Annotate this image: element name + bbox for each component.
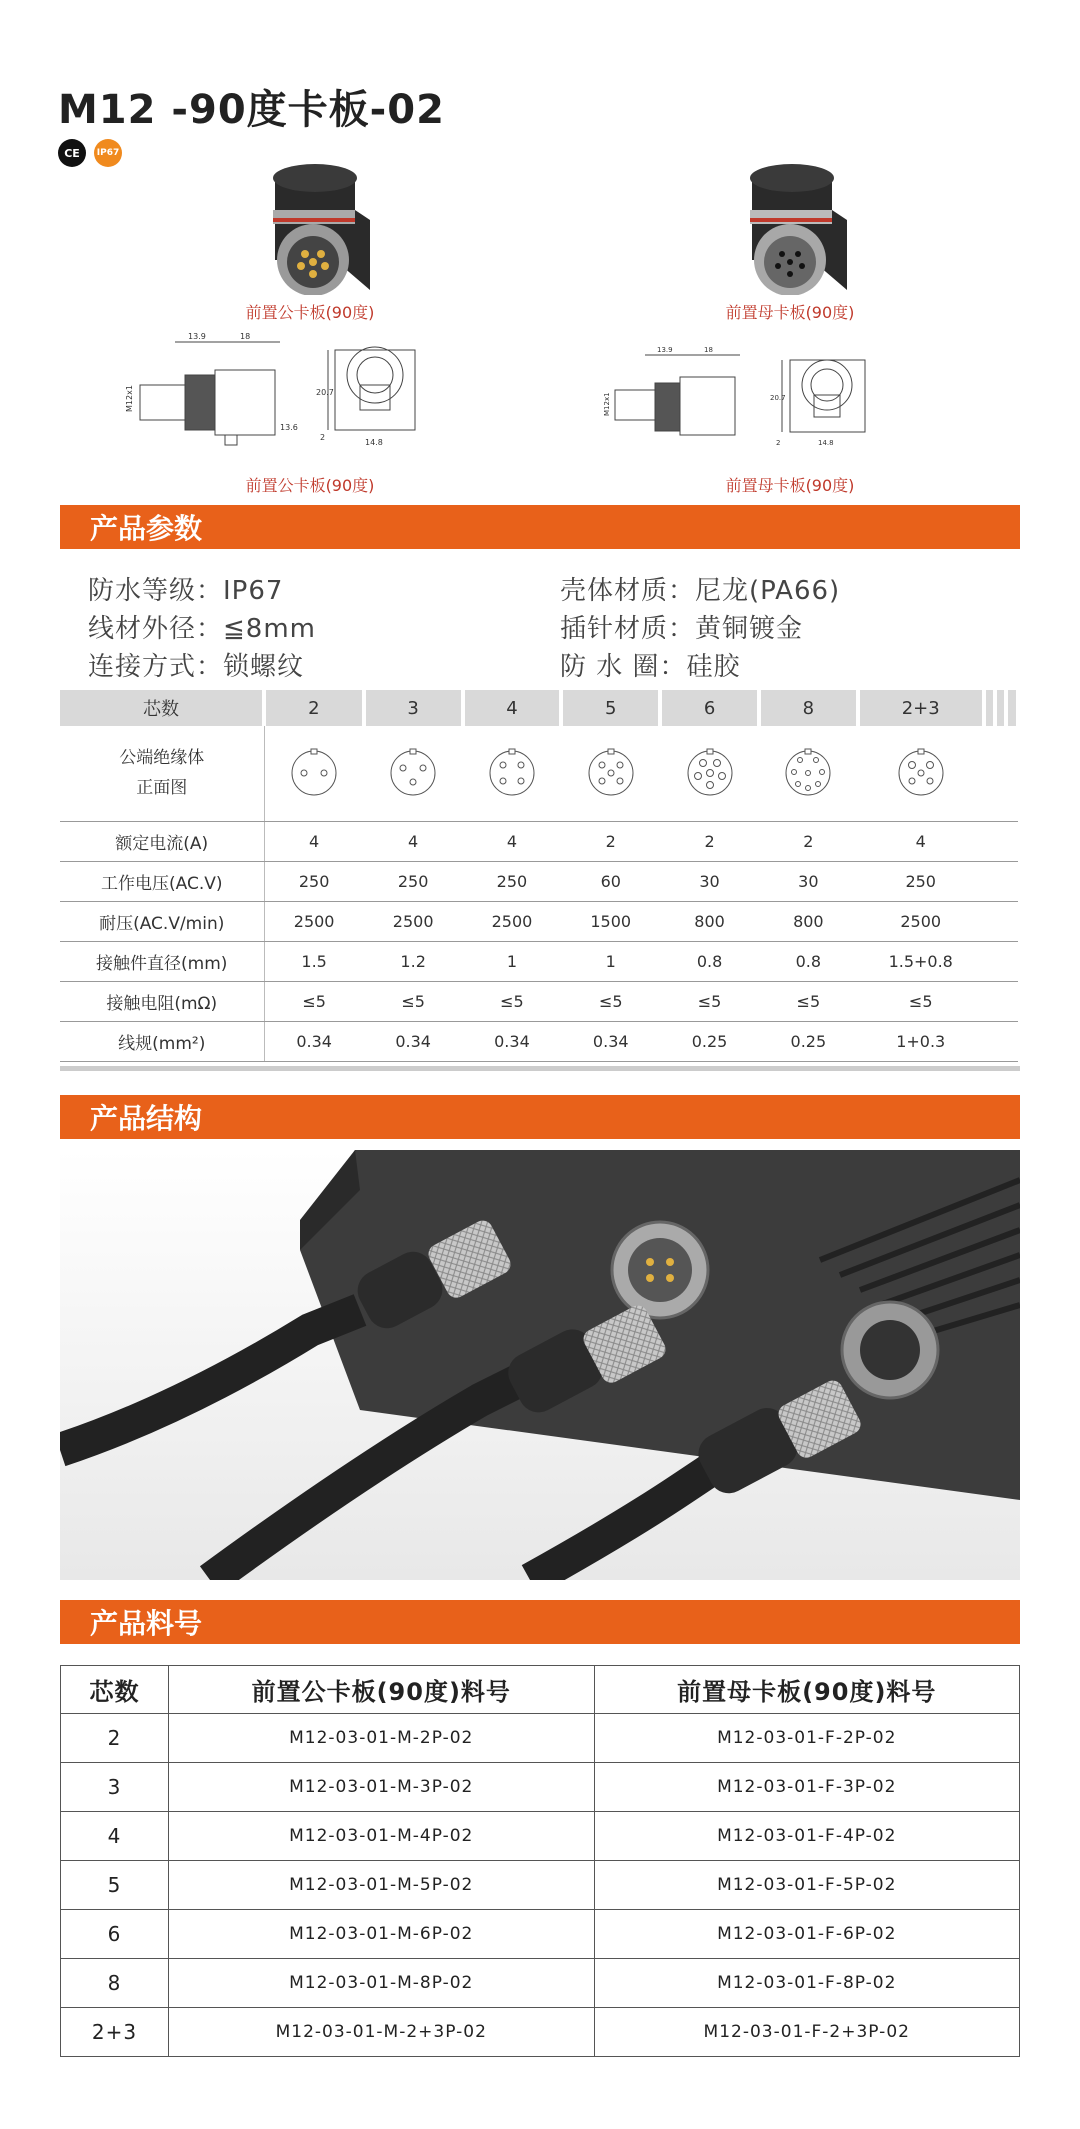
spec-cell [1006,821,1018,861]
spec-cell: 250 [858,861,984,901]
spec-row [60,861,1018,901]
female-technical-drawing [600,345,900,455]
male-part-number: M12-03-01-M-2+3P-02 [169,2008,595,2057]
spec-cell: 2500 [463,901,562,941]
part-core-count: 6 [61,1910,169,1959]
spec-cell [984,941,995,981]
param-connection: 连接方式：锁螺纹 [88,652,305,682]
param-waterproof: 防水等级：IP67 [88,576,284,606]
core-count: 5 [561,690,660,726]
spec-cell: ≤5 [561,981,660,1021]
spec-cell [984,981,995,1021]
male-part-number: M12-03-01-M-3P-02 [169,1763,595,1812]
spec-cell: 0.34 [561,1021,660,1061]
param-housing-material: 壳体材质：尼龙(PA66) [560,576,841,606]
part-core-count: 5 [61,1861,169,1910]
female-part-number: M12-03-01-F-2P-02 [594,1714,1020,1763]
female-connector-photo [712,150,862,295]
spec-cell: 0.25 [660,1021,759,1061]
spec-cell [995,1021,1006,1061]
spec-cell: 1.2 [364,941,463,981]
spec-row-label: 额定电流(A) [60,821,264,861]
spec-cell [995,821,1006,861]
female-photo-caption: 前置母卡板(90度) [725,303,855,322]
spec-cell: 4 [364,821,463,861]
spec-cell: 4 [264,821,364,861]
spec-cell [995,981,1006,1021]
part-table-row [61,1812,1020,1861]
part-core-count: 4 [61,1812,169,1861]
pin-layout-label [60,726,264,821]
female-part-number: M12-03-01-F-2+3P-02 [594,2008,1020,2057]
female-part-number: M12-03-01-F-8P-02 [594,1959,1020,2008]
spec-cell [995,941,1006,981]
part-core-count: 3 [61,1763,169,1812]
male-part-number: M12-03-01-M-2P-02 [169,1714,595,1763]
part-number-table [60,1665,1020,2057]
param-seal: 防 水 圈：硅胶 [560,652,741,682]
spec-cell: 1500 [561,901,660,941]
core-count: 2 [264,690,364,726]
spec-cell: 800 [660,901,759,941]
pin-layout-label-line-2: 正面图 [136,778,188,799]
male-drawing-caption: 前置公卡板(90度) [245,476,375,495]
spec-cell: 2500 [858,901,984,941]
ip67-badge-icon: IP67 [94,139,122,167]
section-header-structure: 产品结构 [60,1095,1020,1139]
spec-cell: ≤5 [463,981,562,1021]
core-count: 6 [660,690,759,726]
core-count: 3 [364,690,463,726]
svg-text:2: 2 [320,433,326,442]
female-part-number: M12-03-01-F-4P-02 [594,1812,1020,1861]
spec-cell [995,861,1006,901]
spec-cell: 30 [660,861,759,901]
spec-cell: 2500 [364,901,463,941]
male-part-number: M12-03-01-M-5P-02 [169,1861,595,1910]
spec-row [60,821,1018,861]
svg-text:M12x1: M12x1 [603,392,611,416]
spec-row [60,941,1018,981]
part-table-row [61,1861,1020,1910]
spec-row [60,1021,1018,1061]
spec-cell: 1.5 [264,941,364,981]
core-count: 8 [759,690,858,726]
spec-cell [984,861,995,901]
section-header-part-numbers: 产品料号 [60,1600,1020,1644]
ce-mark-icon: CE [58,139,86,167]
part-table-header: 前置公卡板(90度)料号 [169,1666,595,1714]
spec-table-bottom-rule [60,1066,1020,1071]
svg-text:14.8: 14.8 [818,439,834,447]
female-part-number: M12-03-01-F-6P-02 [594,1910,1020,1959]
spec-cell: 60 [561,861,660,901]
core-count [1006,690,1018,726]
core-count [984,690,995,726]
spec-cell: ≤5 [858,981,984,1021]
spec-cell: 4 [463,821,562,861]
product-structure-photo [60,1150,1020,1580]
spec-cell: 0.8 [660,941,759,981]
svg-text:2: 2 [776,439,781,447]
core-count: 2+3 [858,690,984,726]
svg-text:13.9: 13.9 [657,346,673,354]
pin-diagram-6 [660,726,759,821]
spec-cell: ≤5 [264,981,364,1021]
spec-cell: 0.34 [364,1021,463,1061]
spec-row-label: 耐压(AC.V/min) [60,901,264,941]
svg-text:14.8: 14.8 [365,438,383,447]
param-pin-material: 插针材质：黄铜镀金 [560,614,804,644]
spec-cell: 250 [463,861,562,901]
part-table-row [61,1714,1020,1763]
female-drawing-caption: 前置母卡板(90度) [725,476,855,495]
pin-diagram-2 [264,726,364,821]
part-table-header: 芯数 [61,1666,169,1714]
part-table-row [61,1763,1020,1812]
spec-cell: 0.34 [264,1021,364,1061]
core-count [995,690,1006,726]
spec-cell: 30 [759,861,858,901]
spec-header-label: 芯数 [60,690,264,726]
pin-layout-label-line-1: 公端绝缘体 [119,747,205,768]
spec-cell: 0.8 [759,941,858,981]
pin-diagram-8 [759,726,858,821]
spec-cell: 250 [364,861,463,901]
spec-row [60,981,1018,1021]
spec-cell [1006,861,1018,901]
param-cable-diameter: 线材外径：≦8mm [88,614,316,644]
spec-cell: 4 [858,821,984,861]
pin-diagram-4 [463,726,562,821]
male-connector-photo [235,150,385,295]
spec-row-label: 接触件直径(mm) [60,941,264,981]
spec-cell: 800 [759,901,858,941]
spec-cell: 0.25 [759,1021,858,1061]
svg-text:20.7: 20.7 [770,394,786,402]
spec-row-label: 接触电阻(mΩ) [60,981,264,1021]
spec-cell: 1.5+0.8 [858,941,984,981]
spec-table [60,690,1020,1062]
spec-cell: 2 [561,821,660,861]
spec-cell [1006,1021,1018,1061]
part-table-header-row [61,1666,1020,1714]
part-core-count: 2+3 [61,2008,169,2057]
svg-text:13.6: 13.6 [280,423,298,432]
spec-cell: 0.34 [463,1021,562,1061]
spec-cell [995,901,1006,941]
svg-text:13.9: 13.9 [188,332,206,341]
spec-cell: 1+0.3 [858,1021,984,1061]
section-header-params: 产品参数 [60,505,1020,549]
svg-text:20.7: 20.7 [316,388,334,397]
pin-diagram-2-plus-3 [858,726,984,821]
part-table-row [61,1959,1020,2008]
svg-text:18: 18 [240,332,251,341]
spec-cell [1006,941,1018,981]
core-count: 4 [463,690,562,726]
male-part-number: M12-03-01-M-8P-02 [169,1959,595,2008]
page-title: M12 -90度卡板-02 [58,87,445,133]
part-core-count: 2 [61,1714,169,1763]
pin-diagram-5 [561,726,660,821]
spec-header-row [60,690,1018,726]
svg-text:M12x1: M12x1 [125,385,134,412]
spec-cell [1006,901,1018,941]
male-part-number: M12-03-01-M-6P-02 [169,1910,595,1959]
spec-cell: ≤5 [364,981,463,1021]
spec-cell: 2 [759,821,858,861]
male-photo-caption: 前置公卡板(90度) [245,303,375,322]
spec-cell: 2 [660,821,759,861]
spec-cell [984,901,995,941]
spec-cell [984,821,995,861]
spec-cell: 1 [463,941,562,981]
part-table-row [61,2008,1020,2057]
male-part-number: M12-03-01-M-4P-02 [169,1812,595,1861]
part-table-header: 前置母卡板(90度)料号 [594,1666,1020,1714]
pin-diagram-3 [364,726,463,821]
spec-row-label: 工作电压(AC.V) [60,861,264,901]
svg-text:18: 18 [704,346,713,354]
spec-cell: 250 [264,861,364,901]
male-technical-drawing [120,330,460,450]
spec-cell [984,1021,995,1061]
spec-row [60,901,1018,941]
spec-cell: ≤5 [660,981,759,1021]
spec-row-label: 线规(mm²) [60,1021,264,1061]
female-part-number: M12-03-01-F-5P-02 [594,1861,1020,1910]
spec-cell: 2500 [264,901,364,941]
female-part-number: M12-03-01-F-3P-02 [594,1763,1020,1812]
spec-cell [1006,981,1018,1021]
part-core-count: 8 [61,1959,169,2008]
spec-cell: ≤5 [759,981,858,1021]
part-table-row [61,1910,1020,1959]
pin-layout-row [60,726,1018,821]
spec-cell: 1 [561,941,660,981]
